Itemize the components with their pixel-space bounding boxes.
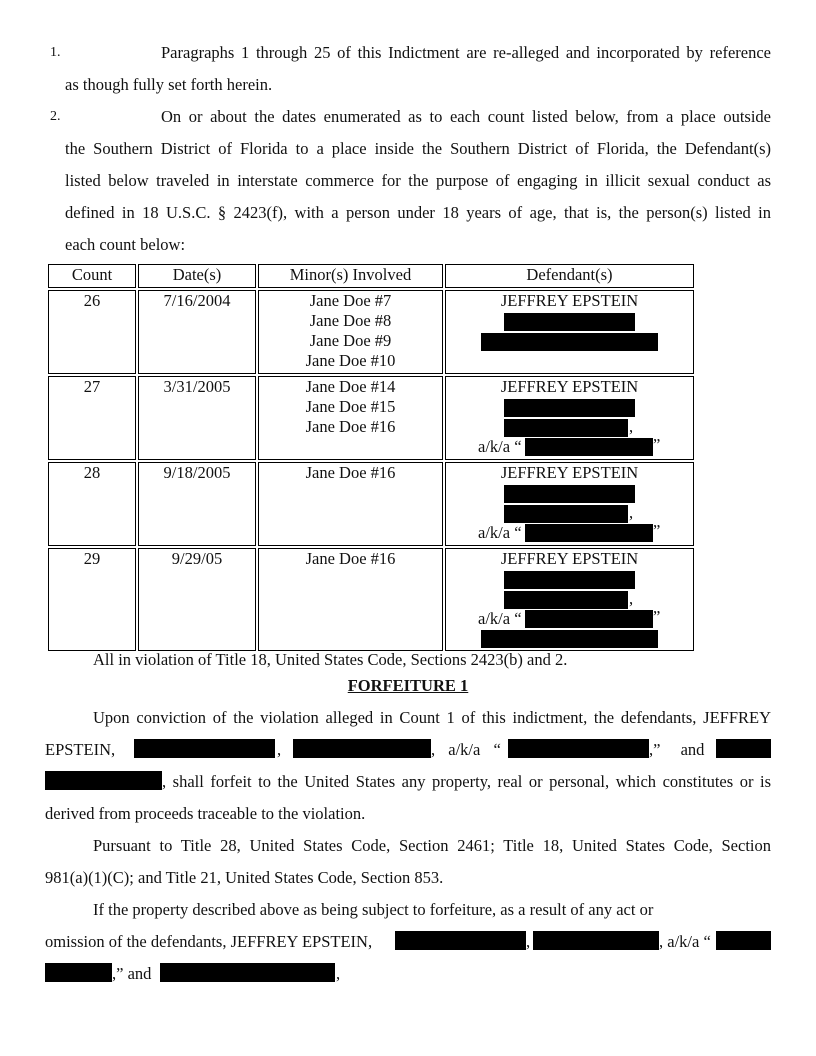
row-date: 9/18/2005 [138, 462, 256, 546]
minor-name: Jane Doe #9 [309, 331, 392, 350]
redaction [508, 739, 649, 758]
forfeiture-p1-close: ,” and [649, 740, 705, 759]
row-minors [258, 548, 443, 651]
redaction [533, 931, 659, 950]
row-minors [258, 462, 443, 546]
forfeiture-p1-line-4: derived from proceeds traceable to the violation. [45, 804, 366, 823]
redaction [504, 313, 635, 331]
paragraph-2-line-2: the Southern District of Florida to a place inside the Southern District of Florida, the Defendant(s) [65, 139, 771, 158]
comma: , [629, 417, 634, 436]
forfeiture-p3-line-1: If the property described above as being subject to forfeiture, as a result of any act or [93, 900, 654, 919]
minor-name: Jane Doe #16 [305, 549, 396, 568]
row-count: 29 [48, 548, 136, 651]
redaction [45, 963, 112, 982]
defendant-name: JEFFREY EPSTEIN [500, 549, 639, 568]
paragraph-1-number: 1. [50, 45, 61, 60]
table-row [48, 462, 694, 546]
header-count: Count [48, 264, 136, 288]
aka-prefix: a/k/a “ [478, 523, 522, 542]
defendant-cell [446, 463, 693, 545]
row-minors [258, 290, 443, 374]
forfeiture-p2-line-1: Pursuant to Title 28, United States Code, Section 2461; Title 18, United States Code, Section [93, 836, 771, 855]
defendant-name: JEFFREY EPSTEIN [500, 463, 639, 482]
redaction [160, 963, 335, 982]
row-count: 26 [48, 290, 136, 374]
minor-name: Jane Doe #7 [309, 291, 392, 310]
table-row [48, 290, 694, 374]
redaction [504, 571, 635, 589]
defendant-cell [446, 291, 693, 373]
row-defendants [445, 376, 694, 460]
table-row [48, 548, 694, 651]
defendant-name: JEFFREY EPSTEIN [500, 377, 639, 396]
forfeiture-p3-end: , [336, 964, 341, 983]
row-defendants [445, 462, 694, 546]
forfeiture-p1-epstein: EPSTEIN, [45, 740, 116, 759]
redaction [525, 524, 653, 542]
counts-table [46, 262, 696, 653]
forfeiture-p1-aka: , a/k/a “ [431, 740, 501, 759]
redaction [525, 438, 653, 456]
paragraph-2-line-1: On or about the dates enumerated as to each count listed below, from a place outside [161, 107, 771, 126]
minor-name: Jane Doe #14 [305, 377, 396, 396]
minor-name: Jane Doe #8 [309, 311, 392, 330]
forfeiture-p3-aka: , a/k/a “ [659, 932, 711, 951]
redaction [525, 610, 653, 628]
row-minors [258, 376, 443, 460]
redaction [45, 771, 162, 790]
table-header-row [48, 264, 694, 288]
redaction [481, 333, 658, 351]
defendant-cell [446, 377, 693, 459]
minor-name: Jane Doe #16 [305, 417, 396, 436]
header-defendants: Defendant(s) [445, 264, 694, 288]
header-minors: Minor(s) Involved [258, 264, 443, 288]
forfeiture-p3-line-2: omission of the defendants, JEFFREY EPSTEIN, [45, 932, 373, 951]
forfeiture-heading: FORFEITURE 1 [347, 676, 469, 695]
forfeiture-p1-comma: , [277, 740, 282, 759]
redaction [504, 591, 628, 609]
paragraph-1-line-1: Paragraphs 1 through 25 of this Indictment are re-alleged and incorporated by reference [161, 43, 771, 62]
forfeiture-p1-line-1: Upon conviction of the violation alleged in Count 1 of this indictment, the defendants, JEFFREY [93, 708, 771, 727]
forfeiture-p3-comma: , [526, 932, 531, 951]
table-row [48, 376, 694, 460]
redaction [504, 505, 628, 523]
redaction [504, 485, 635, 503]
row-count: 28 [48, 462, 136, 546]
minor-name: Jane Doe #10 [305, 351, 396, 370]
paragraph-1-line-2: as though fully set forth herein. [65, 75, 273, 94]
paragraph-2-number: 2. [50, 109, 61, 124]
defendant-name: JEFFREY EPSTEIN [500, 291, 639, 310]
aka-suffix: ” [653, 435, 661, 454]
defendant-cell [446, 549, 693, 650]
row-count: 27 [48, 376, 136, 460]
aka-suffix: ” [653, 521, 661, 540]
paragraph-2-line-3: listed below traveled in interstate commerce for the purpose of engaging in illicit sexual conduct as [65, 171, 771, 190]
redaction [716, 739, 771, 758]
forfeiture-p1-line-3: , shall forfeit to the United States any property, real or personal, which constitutes or is [162, 772, 771, 791]
aka-prefix: a/k/a “ [478, 437, 522, 456]
header-dates: Date(s) [138, 264, 256, 288]
comma: , [629, 503, 634, 522]
redaction [716, 931, 771, 950]
forfeiture-p3-close: ,” and [112, 964, 152, 983]
redaction [504, 419, 628, 437]
row-date: 9/29/05 [138, 548, 256, 651]
violation-statement: All in violation of Title 18, United States Code, Sections 2423(b) and 2. [93, 650, 568, 669]
minor-name: Jane Doe #15 [305, 397, 396, 416]
comma: , [629, 589, 634, 608]
forfeiture-p2-line-2: 981(a)(1)(C); and Title 21, United States Code, Section 853. [45, 868, 444, 887]
paragraph-2-line-5: each count below: [65, 235, 186, 254]
row-date: 3/31/2005 [138, 376, 256, 460]
aka-suffix: ” [653, 607, 661, 626]
row-date: 7/16/2004 [138, 290, 256, 374]
redaction [504, 399, 635, 417]
row-defendants [445, 290, 694, 374]
redaction [293, 739, 431, 758]
redaction [481, 630, 658, 648]
redaction [395, 931, 526, 950]
paragraph-2-line-4: defined in 18 U.S.C. § 2423(f), with a person under 18 years of age, that is, the person(s) listed in [65, 203, 771, 222]
row-defendants [445, 548, 694, 651]
redaction [134, 739, 275, 758]
minor-name: Jane Doe #16 [305, 463, 396, 482]
aka-prefix: a/k/a “ [478, 609, 522, 628]
